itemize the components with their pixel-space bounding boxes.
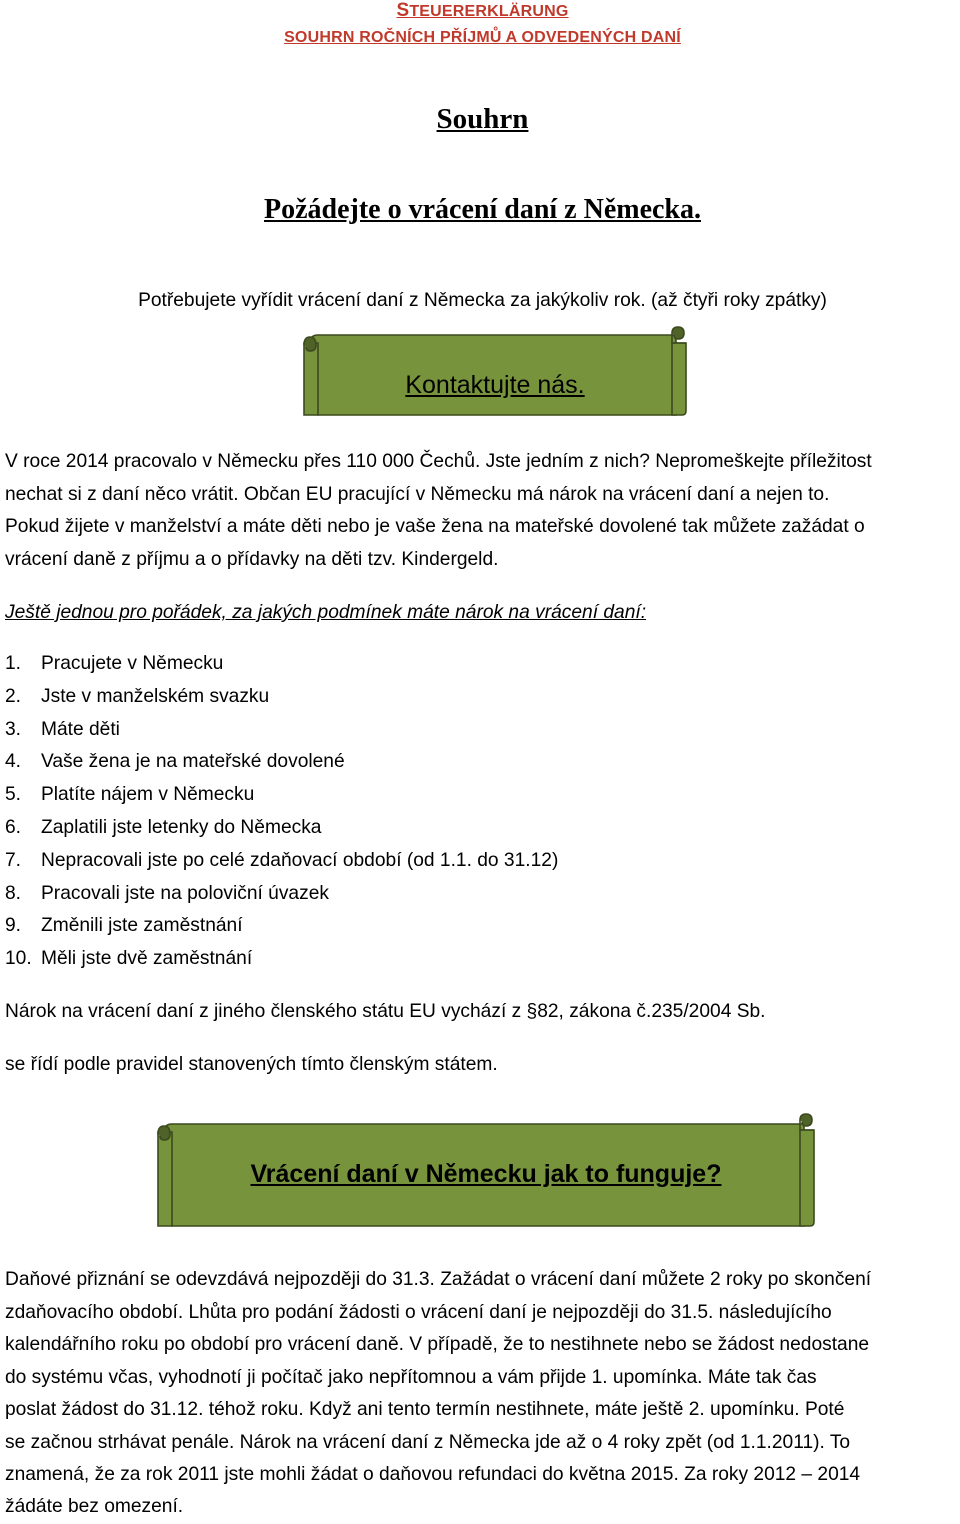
- page-subtitle: Požádejte o vrácení daní z Německa.: [264, 194, 701, 225]
- list-item: 7. Nepracovali jste po celé zdaňovací období (od 1.1. do 31.12): [5, 849, 559, 871]
- paragraph-line: do systému včas, vyhodnotí ji počítač jako nepřítomnou a vám přijde 1. upomínka. Máte tak čas: [5, 1367, 817, 1388]
- legal-text-line1: Nárok na vrácení daní z jiného členského státu EU vychází z §82, zákona č.235/2004 Sb.: [5, 1001, 766, 1022]
- list-item: 1. Pracujete v Německu: [5, 653, 224, 674]
- list-item: 8. Pracovali jste na poloviční úvazek: [5, 882, 329, 904]
- paragraph-line: se začnou strhávat penále. Nárok na vrácení daní z Německa jde až o 4 roky zpět (od 1.1.2011). To: [5, 1432, 851, 1453]
- list-item: 5. Platíte nájem v Německu: [5, 784, 255, 806]
- paragraph-line: V roce 2014 pracovalo v Německu přes 110 000 Čechů. Jste jedním z nich? Nepromeškejte příležitost: [5, 451, 872, 472]
- paragraph-line: Pokud žijete v manželství a máte děti nebo je vaše žena na mateřské dovolené tak můžete zažádat o: [5, 516, 865, 537]
- howto-banner[interactable]: [150, 1108, 822, 1232]
- paragraph-line: kalendářního roku po období pro vrácení daně. V případě, že to nestihnete nebo se žádost nedostane: [5, 1334, 870, 1355]
- paragraph-line: poslat žádost do 31.12. téhož roku. Když ani tento termín nestihnete, máte ještě 2. upomínku. Poté: [5, 1399, 845, 1420]
- intro-text: Potřebujete vyřídit vrácení daní z Německa za jakýkoliv rok. (až čtyři roky zpátky): [138, 290, 827, 311]
- conditions-heading: Ještě jednou pro pořádek, za jakých podmínek máte nárok na vrácení daní:: [5, 602, 647, 623]
- paragraph-line: žádáte bez omezení.: [5, 1496, 184, 1517]
- document-header-line2: SOUHRN ROČNÍCH PŘÍJMŮ A ODVEDENÝCH DANÍ: [284, 29, 681, 46]
- list-item: 9. Změnili jste zaměstnání: [5, 915, 243, 937]
- howto-banner-label: Vrácení daní v Německu jak to funguje?: [250, 1160, 722, 1188]
- list-item: 6. Zaplatili jste letenky do Německa: [5, 816, 322, 838]
- list-item: 3. Máte děti: [5, 718, 120, 740]
- paragraph-line: vrácení daně z příjmu a o přídavky na děti tzv. Kindergeld.: [5, 549, 499, 570]
- legal-text-line2: se řídí podle pravidel stanovených tímto členským státem.: [5, 1054, 498, 1075]
- conditions-list: [5, 648, 558, 976]
- list-item: 10. Měli jste dvě zaměstnání: [5, 948, 253, 970]
- contact-banner[interactable]: [296, 323, 694, 419]
- paragraph-line: zdaňovacího období. Lhůta pro podání žádosti o vrácení daní je nejpozději do 31.5. následujícího: [5, 1302, 832, 1323]
- paragraph-line: znamená, že za rok 2011 jste mohli žádat o daňovou refundaci do května 2015. Za roky 2012 – 2014: [5, 1464, 861, 1485]
- page-title: Souhrn: [436, 103, 529, 135]
- list-item: 2. Jste v manželském svazku: [5, 685, 270, 707]
- contact-banner-label: Kontaktujte nás.: [405, 371, 585, 399]
- paragraph-line: nechat si z daní něco vrátit. Občan EU pracující v Německu má nárok na vrácení daní a nejen to.: [5, 484, 830, 505]
- document-header-line1: STEUERERKLÄRUNG: [396, 0, 569, 21]
- paragraph-line: Daňové přiznání se odevzdává nejpozději do 31.3. Zažádat o vrácení daní můžete 2 roky po skončení: [5, 1269, 872, 1290]
- list-item: 4. Vaše žena je na mateřské dovolené: [5, 751, 345, 773]
